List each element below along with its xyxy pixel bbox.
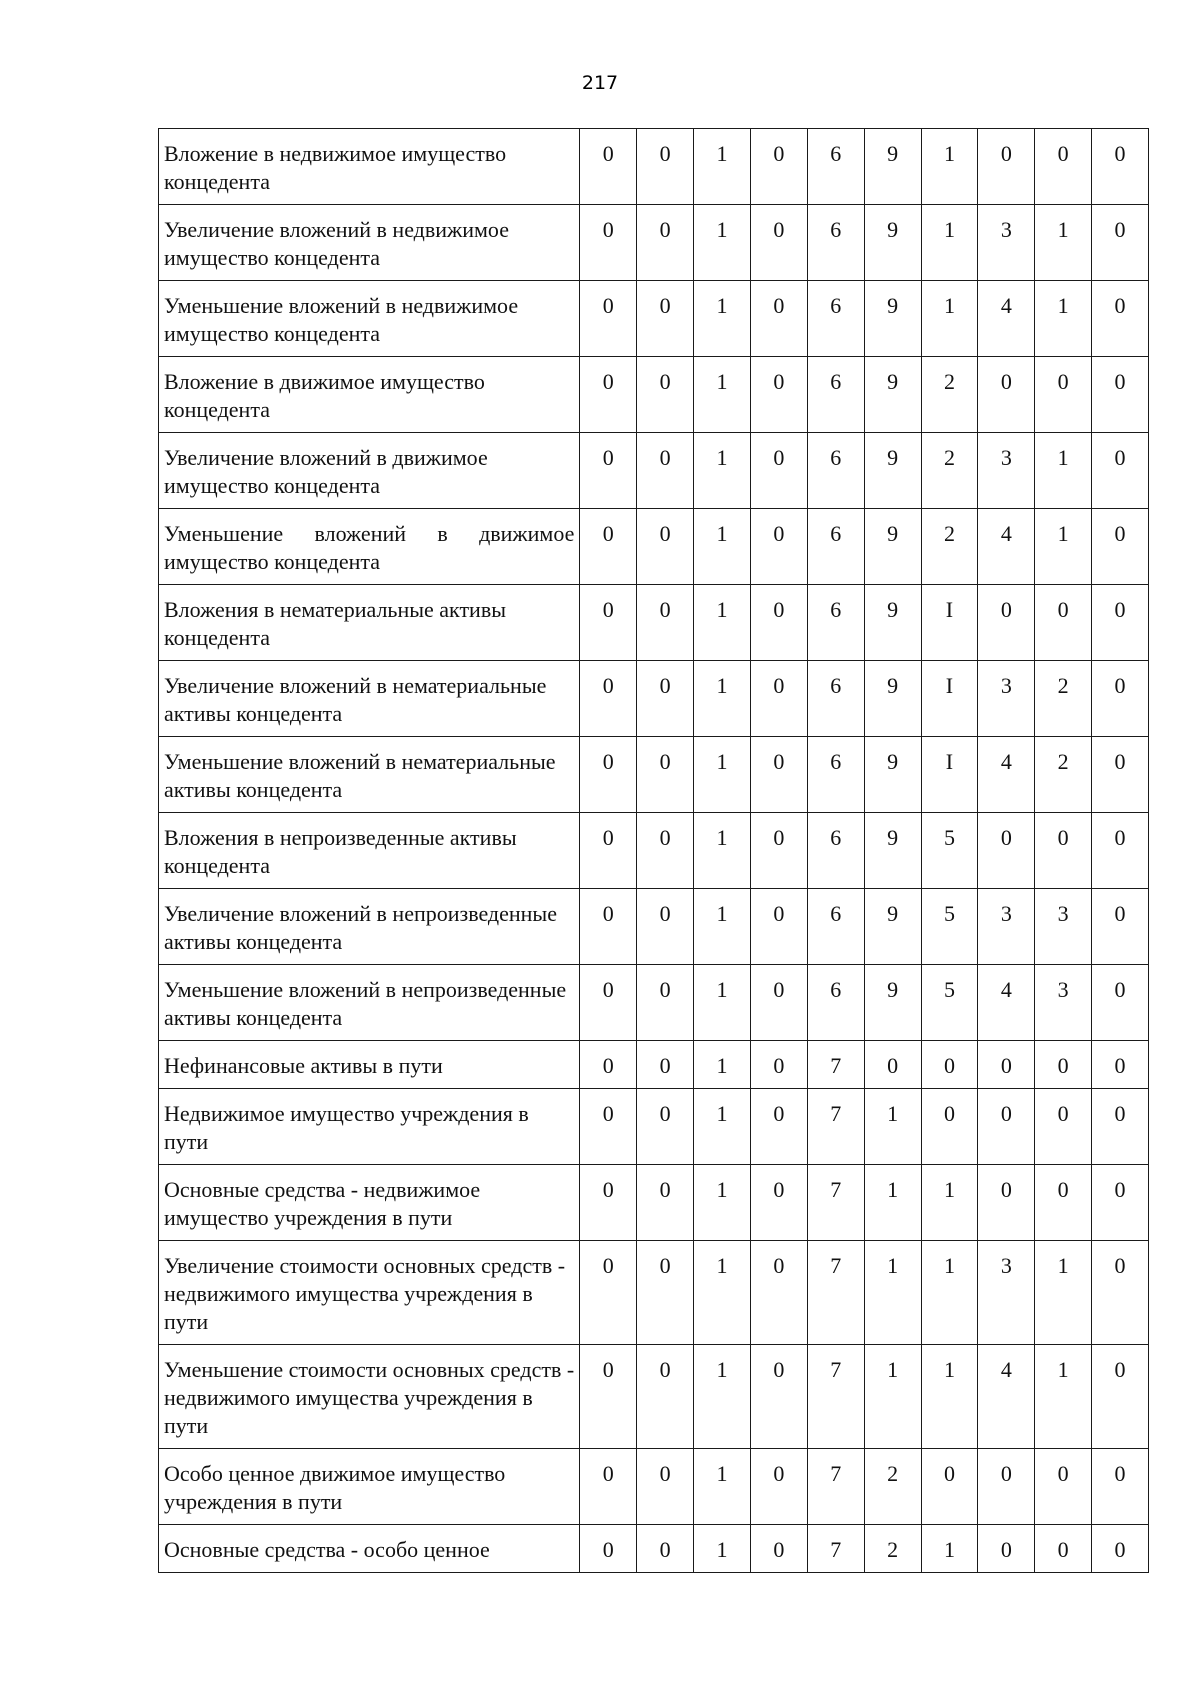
account-code-digit-cell: 0 bbox=[580, 1089, 637, 1165]
account-code-digit-cell: 0 bbox=[750, 1525, 807, 1573]
account-code-digit-cell: 0 bbox=[637, 357, 694, 433]
page-number: 217 bbox=[581, 72, 619, 94]
account-code-digit-cell: 0 bbox=[978, 1089, 1035, 1165]
account-code-digit-cell: 0 bbox=[750, 205, 807, 281]
account-code-digit-cell: 9 bbox=[864, 281, 921, 357]
account-code-digit-cell: 3 bbox=[978, 661, 1035, 737]
account-code-digit-cell: I bbox=[921, 737, 978, 813]
account-code-digit-cell: 0 bbox=[978, 1041, 1035, 1089]
account-code-digit-cell: 4 bbox=[978, 281, 1035, 357]
table-row bbox=[159, 357, 1149, 433]
account-code-digit-cell: 0 bbox=[1092, 281, 1149, 357]
table-row bbox=[159, 1345, 1149, 1449]
account-code-digit-cell: 0 bbox=[580, 889, 637, 965]
table-row bbox=[159, 813, 1149, 889]
account-code-digit-cell: 6 bbox=[807, 129, 864, 205]
account-code-digit-cell: 3 bbox=[1035, 889, 1092, 965]
account-code-digit-cell: 1 bbox=[694, 1165, 751, 1241]
account-name-cell: Увеличение стоимости основных средств - недвижимого имущества учреждения в пути bbox=[159, 1241, 580, 1345]
account-code-digit-cell: 0 bbox=[750, 129, 807, 205]
account-code-digit-cell: 0 bbox=[750, 1089, 807, 1165]
account-code-digit-cell: 3 bbox=[978, 205, 1035, 281]
account-code-digit-cell: 0 bbox=[750, 661, 807, 737]
account-code-digit-cell: 1 bbox=[694, 357, 751, 433]
account-code-digit-cell: 0 bbox=[637, 509, 694, 585]
account-code-digit-cell: 9 bbox=[864, 965, 921, 1041]
account-code-digit-cell: 0 bbox=[1092, 585, 1149, 661]
account-code-digit-cell: 1 bbox=[694, 965, 751, 1041]
account-code-digit-cell: 0 bbox=[580, 509, 637, 585]
account-code-digit-cell: 0 bbox=[637, 813, 694, 889]
account-code-digit-cell: 0 bbox=[750, 1345, 807, 1449]
account-code-digit-cell: 0 bbox=[921, 1089, 978, 1165]
account-code-digit-cell: 0 bbox=[750, 433, 807, 509]
account-code-digit-cell: 9 bbox=[864, 585, 921, 661]
account-code-digit-cell: 0 bbox=[580, 1241, 637, 1345]
account-name-cell: Уменьшение вложений в недвижимое имущество концедента bbox=[159, 281, 580, 357]
account-code-digit-cell: 0 bbox=[1035, 1089, 1092, 1165]
account-code-digit-cell: 4 bbox=[978, 965, 1035, 1041]
account-name-cell: Основные средства - особо ценное bbox=[159, 1525, 580, 1573]
account-code-digit-cell: 1 bbox=[1035, 433, 1092, 509]
account-code-digit-cell: 6 bbox=[807, 813, 864, 889]
account-code-digit-cell: 0 bbox=[750, 965, 807, 1041]
account-code-digit-cell: I bbox=[921, 585, 978, 661]
account-code-digit-cell: 7 bbox=[807, 1165, 864, 1241]
account-code-digit-cell: 3 bbox=[1035, 965, 1092, 1041]
account-code-digit-cell: 0 bbox=[1092, 813, 1149, 889]
account-code-digit-cell: 1 bbox=[864, 1241, 921, 1345]
account-code-digit-cell: 0 bbox=[750, 889, 807, 965]
table-row bbox=[159, 965, 1149, 1041]
account-code-digit-cell: 4 bbox=[978, 737, 1035, 813]
account-code-digit-cell: 0 bbox=[750, 1241, 807, 1345]
account-code-digit-cell: I bbox=[921, 661, 978, 737]
account-code-digit-cell: 0 bbox=[637, 1241, 694, 1345]
account-code-digit-cell: 0 bbox=[1035, 1041, 1092, 1089]
account-code-digit-cell: 1 bbox=[694, 281, 751, 357]
account-code-digit-cell: 6 bbox=[807, 205, 864, 281]
account-code-digit-cell: 0 bbox=[1035, 129, 1092, 205]
account-code-digit-cell: 2 bbox=[921, 433, 978, 509]
account-code-digit-cell: 0 bbox=[580, 433, 637, 509]
account-code-digit-cell: 0 bbox=[580, 1345, 637, 1449]
account-code-digit-cell: 5 bbox=[921, 965, 978, 1041]
account-code-digit-cell: 0 bbox=[864, 1041, 921, 1089]
account-code-digit-cell: 0 bbox=[637, 1041, 694, 1089]
account-name-cell: Уменьшение вложений в непроизведенные активы концедента bbox=[159, 965, 580, 1041]
account-code-digit-cell: 4 bbox=[978, 1345, 1035, 1449]
account-code-digit-cell: 0 bbox=[580, 1525, 637, 1573]
account-code-digit-cell: 1 bbox=[694, 1449, 751, 1525]
account-code-digit-cell: 9 bbox=[864, 433, 921, 509]
account-code-digit-cell: 5 bbox=[921, 813, 978, 889]
account-code-digit-cell: 1 bbox=[694, 585, 751, 661]
account-code-digit-cell: 2 bbox=[1035, 737, 1092, 813]
account-code-digit-cell: 3 bbox=[978, 1241, 1035, 1345]
table-row bbox=[159, 1041, 1149, 1089]
account-code-digit-cell: 0 bbox=[637, 585, 694, 661]
accounts-table-body bbox=[159, 129, 1149, 1573]
account-code-digit-cell: 0 bbox=[1092, 737, 1149, 813]
account-code-digit-cell: 3 bbox=[978, 889, 1035, 965]
account-name-cell: Увеличение вложений в непроизведенные активы концедента bbox=[159, 889, 580, 965]
account-code-digit-cell: 6 bbox=[807, 433, 864, 509]
account-code-digit-cell: 1 bbox=[921, 1165, 978, 1241]
account-code-digit-cell: 0 bbox=[1092, 1345, 1149, 1449]
account-code-digit-cell: 0 bbox=[580, 585, 637, 661]
account-name-cell: Основные средства - недвижимое имущество учреждения в пути bbox=[159, 1165, 580, 1241]
account-code-digit-cell: 0 bbox=[1092, 205, 1149, 281]
table-row bbox=[159, 1449, 1149, 1525]
account-name-cell: Недвижимое имущество учреждения в пути bbox=[159, 1089, 580, 1165]
account-code-digit-cell: 0 bbox=[978, 1525, 1035, 1573]
account-code-digit-cell: 5 bbox=[921, 889, 978, 965]
table-row bbox=[159, 205, 1149, 281]
account-code-digit-cell: 0 bbox=[637, 1089, 694, 1165]
account-name-cell: Уменьшение стоимости основных средств - недвижимого имущества учреждения в пути bbox=[159, 1345, 580, 1449]
account-code-digit-cell: 9 bbox=[864, 813, 921, 889]
account-code-digit-cell: 1 bbox=[921, 1241, 978, 1345]
account-code-digit-cell: 2 bbox=[1035, 661, 1092, 737]
account-name-cell: Нефинансовые активы в пути bbox=[159, 1041, 580, 1089]
account-code-digit-cell: 1 bbox=[694, 433, 751, 509]
account-code-digit-cell: 1 bbox=[864, 1165, 921, 1241]
account-code-digit-cell: 0 bbox=[637, 1525, 694, 1573]
table-row bbox=[159, 433, 1149, 509]
account-code-digit-cell: 1 bbox=[694, 1041, 751, 1089]
account-name-cell: Уменьшение вложений в движимое имущество концедента bbox=[159, 509, 580, 585]
table-row bbox=[159, 1241, 1149, 1345]
table-row bbox=[159, 1525, 1149, 1573]
account-code-digit-cell: 7 bbox=[807, 1089, 864, 1165]
account-name-cell: Вложения в непроизведенные активы концедента bbox=[159, 813, 580, 889]
account-code-digit-cell: 1 bbox=[921, 1345, 978, 1449]
account-code-digit-cell: 1 bbox=[694, 1525, 751, 1573]
account-code-digit-cell: 9 bbox=[864, 737, 921, 813]
account-code-digit-cell: 1 bbox=[1035, 281, 1092, 357]
table-row bbox=[159, 661, 1149, 737]
account-code-digit-cell: 0 bbox=[1035, 813, 1092, 889]
account-code-digit-cell: 0 bbox=[978, 129, 1035, 205]
table-row bbox=[159, 281, 1149, 357]
account-name-cell: Увеличение вложений в недвижимое имущество концедента bbox=[159, 205, 580, 281]
account-code-digit-cell: 1 bbox=[694, 1241, 751, 1345]
account-name-cell: Вложение в недвижимое имущество концедента bbox=[159, 129, 580, 205]
account-code-digit-cell: 0 bbox=[921, 1449, 978, 1525]
account-code-digit-cell: 0 bbox=[637, 281, 694, 357]
table-row bbox=[159, 1089, 1149, 1165]
account-code-digit-cell: 0 bbox=[1035, 357, 1092, 433]
account-name-cell: Увеличение вложений в движимое имущество концедента bbox=[159, 433, 580, 509]
table-row bbox=[159, 585, 1149, 661]
account-code-digit-cell: 1 bbox=[694, 509, 751, 585]
account-code-digit-cell: 0 bbox=[637, 661, 694, 737]
account-code-digit-cell: 1 bbox=[694, 129, 751, 205]
account-name-cell: Вложение в движимое имущество концедента bbox=[159, 357, 580, 433]
account-code-digit-cell: 0 bbox=[750, 1449, 807, 1525]
account-code-digit-cell: 0 bbox=[580, 281, 637, 357]
table-row bbox=[159, 737, 1149, 813]
account-code-digit-cell: 6 bbox=[807, 889, 864, 965]
account-code-digit-cell: 1 bbox=[1035, 1345, 1092, 1449]
account-code-digit-cell: 0 bbox=[1092, 661, 1149, 737]
account-code-digit-cell: 7 bbox=[807, 1041, 864, 1089]
account-code-digit-cell: 9 bbox=[864, 205, 921, 281]
account-code-digit-cell: 1 bbox=[1035, 509, 1092, 585]
account-code-digit-cell: 0 bbox=[637, 1165, 694, 1241]
account-code-digit-cell: 0 bbox=[1092, 1241, 1149, 1345]
account-code-digit-cell: 0 bbox=[580, 129, 637, 205]
table-row bbox=[159, 509, 1149, 585]
account-code-digit-cell: 6 bbox=[807, 737, 864, 813]
account-code-digit-cell: 0 bbox=[580, 357, 637, 433]
account-code-digit-cell: 6 bbox=[807, 281, 864, 357]
account-code-digit-cell: 0 bbox=[637, 737, 694, 813]
accounts-table bbox=[158, 128, 1149, 1573]
account-code-digit-cell: 1 bbox=[694, 889, 751, 965]
account-code-digit-cell: 0 bbox=[750, 813, 807, 889]
account-code-digit-cell: 0 bbox=[750, 737, 807, 813]
account-code-digit-cell: 0 bbox=[750, 281, 807, 357]
account-code-digit-cell: 1 bbox=[1035, 1241, 1092, 1345]
account-code-digit-cell: 0 bbox=[750, 1165, 807, 1241]
account-code-digit-cell: 7 bbox=[807, 1525, 864, 1573]
account-code-digit-cell: 0 bbox=[580, 1449, 637, 1525]
account-code-digit-cell: 0 bbox=[1092, 509, 1149, 585]
account-code-digit-cell: 1 bbox=[694, 737, 751, 813]
account-code-digit-cell: 0 bbox=[637, 1449, 694, 1525]
account-code-digit-cell: 9 bbox=[864, 129, 921, 205]
account-code-digit-cell: 0 bbox=[1092, 357, 1149, 433]
account-code-digit-cell: 0 bbox=[750, 1041, 807, 1089]
account-code-digit-cell: 0 bbox=[1092, 1089, 1149, 1165]
account-code-digit-cell: 0 bbox=[1092, 1041, 1149, 1089]
account-code-digit-cell: 0 bbox=[580, 1165, 637, 1241]
account-code-digit-cell: 0 bbox=[1035, 585, 1092, 661]
account-code-digit-cell: 6 bbox=[807, 357, 864, 433]
account-code-digit-cell: 1 bbox=[694, 205, 751, 281]
account-code-digit-cell: 0 bbox=[1092, 965, 1149, 1041]
account-code-digit-cell: 0 bbox=[637, 205, 694, 281]
table-row bbox=[159, 129, 1149, 205]
account-code-digit-cell: 2 bbox=[921, 357, 978, 433]
account-code-digit-cell: 0 bbox=[1035, 1165, 1092, 1241]
account-code-digit-cell: 0 bbox=[637, 129, 694, 205]
account-code-digit-cell: 0 bbox=[580, 205, 637, 281]
account-code-digit-cell: 0 bbox=[1092, 1165, 1149, 1241]
account-code-digit-cell: 0 bbox=[1035, 1449, 1092, 1525]
account-code-digit-cell: 1 bbox=[921, 129, 978, 205]
account-code-digit-cell: 1 bbox=[694, 661, 751, 737]
account-code-digit-cell: 2 bbox=[864, 1449, 921, 1525]
account-name-cell: Вложения в нематериальные активы концедента bbox=[159, 585, 580, 661]
account-code-digit-cell: 9 bbox=[864, 509, 921, 585]
account-name-cell: Уменьшение вложений в нематериальные активы концедента bbox=[159, 737, 580, 813]
account-code-digit-cell: 7 bbox=[807, 1241, 864, 1345]
account-code-digit-cell: 1 bbox=[694, 1089, 751, 1165]
account-code-digit-cell: 1 bbox=[921, 1525, 978, 1573]
account-code-digit-cell: 2 bbox=[864, 1525, 921, 1573]
account-code-digit-cell: 0 bbox=[750, 585, 807, 661]
account-code-digit-cell: 9 bbox=[864, 889, 921, 965]
account-code-digit-cell: 0 bbox=[580, 813, 637, 889]
table-row bbox=[159, 1165, 1149, 1241]
account-code-digit-cell: 0 bbox=[978, 585, 1035, 661]
account-code-digit-cell: 0 bbox=[1035, 1525, 1092, 1573]
account-code-digit-cell: 0 bbox=[1092, 889, 1149, 965]
account-name-cell: Особо ценное движимое имущество учреждения в пути bbox=[159, 1449, 580, 1525]
account-code-digit-cell: 0 bbox=[637, 433, 694, 509]
account-code-digit-cell: 1 bbox=[694, 1345, 751, 1449]
account-code-digit-cell: 0 bbox=[1092, 1449, 1149, 1525]
account-code-digit-cell: 1 bbox=[921, 281, 978, 357]
account-name-cell: Увеличение вложений в нематериальные активы концедента bbox=[159, 661, 580, 737]
account-code-digit-cell: 0 bbox=[978, 1165, 1035, 1241]
account-code-digit-cell: 0 bbox=[1092, 1525, 1149, 1573]
account-code-digit-cell: 0 bbox=[978, 813, 1035, 889]
account-code-digit-cell: 0 bbox=[750, 357, 807, 433]
account-code-digit-cell: 9 bbox=[864, 661, 921, 737]
table-row bbox=[159, 889, 1149, 965]
account-code-digit-cell: 2 bbox=[921, 509, 978, 585]
account-code-digit-cell: 1 bbox=[694, 813, 751, 889]
account-code-digit-cell: 0 bbox=[637, 965, 694, 1041]
account-code-digit-cell: 1 bbox=[864, 1345, 921, 1449]
account-code-digit-cell: 0 bbox=[750, 509, 807, 585]
account-code-digit-cell: 0 bbox=[637, 889, 694, 965]
account-code-digit-cell: 0 bbox=[978, 357, 1035, 433]
account-code-digit-cell: 0 bbox=[580, 737, 637, 813]
account-code-digit-cell: 0 bbox=[580, 965, 637, 1041]
account-code-digit-cell: 7 bbox=[807, 1345, 864, 1449]
account-code-digit-cell: 0 bbox=[921, 1041, 978, 1089]
account-code-digit-cell: 0 bbox=[1092, 129, 1149, 205]
account-code-digit-cell: 9 bbox=[864, 357, 921, 433]
account-code-digit-cell: 0 bbox=[1092, 433, 1149, 509]
account-code-digit-cell: 0 bbox=[580, 1041, 637, 1089]
account-code-digit-cell: 6 bbox=[807, 661, 864, 737]
account-code-digit-cell: 1 bbox=[1035, 205, 1092, 281]
account-code-digit-cell: 0 bbox=[978, 1449, 1035, 1525]
account-code-digit-cell: 6 bbox=[807, 965, 864, 1041]
account-code-digit-cell: 6 bbox=[807, 509, 864, 585]
account-code-digit-cell: 7 bbox=[807, 1449, 864, 1525]
account-code-digit-cell: 0 bbox=[637, 1345, 694, 1449]
account-code-digit-cell: 1 bbox=[864, 1089, 921, 1165]
account-code-digit-cell: 3 bbox=[978, 433, 1035, 509]
account-code-digit-cell: 6 bbox=[807, 585, 864, 661]
account-code-digit-cell: 4 bbox=[978, 509, 1035, 585]
account-code-digit-cell: 0 bbox=[580, 661, 637, 737]
account-code-digit-cell: 1 bbox=[921, 205, 978, 281]
